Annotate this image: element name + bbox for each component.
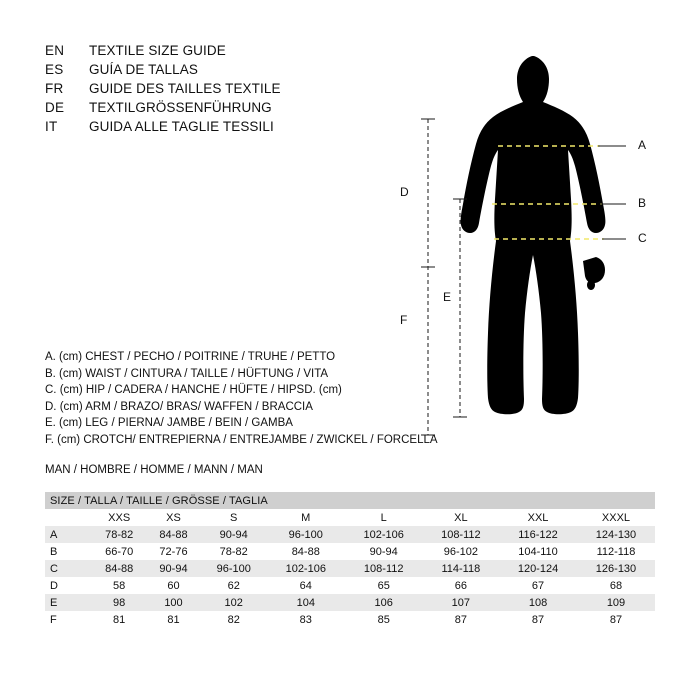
title-row: [45, 43, 375, 62]
cell-e-s: 102: [201, 594, 267, 611]
title-row: [45, 62, 375, 81]
cell-f-xl: 87: [423, 611, 499, 628]
legend-line-f: F. (cm) CROTCH/ ENTREPIERNA / ENTREJAMBE / ZWICKEL / FORCELLA: [45, 433, 438, 446]
legend-block: [45, 349, 465, 449]
col-header-s: S: [201, 509, 267, 526]
cell-e-m: 104: [267, 594, 345, 611]
title-text-fr: GUIDE DES TAILLES TEXTILE: [89, 81, 281, 96]
cell-c-m: 102-106: [267, 560, 345, 577]
marker-label-b: B: [638, 196, 647, 210]
title-row: [45, 119, 375, 138]
size-table-wrap: [45, 492, 655, 628]
cell-d-m: 64: [267, 577, 345, 594]
row-label-a: A: [45, 526, 92, 543]
row-label-d: D: [45, 577, 92, 594]
table-row: [45, 577, 655, 594]
cell-c-xxl: 120-124: [499, 560, 577, 577]
cell-e-l: 106: [345, 594, 423, 611]
cell-a-xxs: 78-82: [92, 526, 146, 543]
cell-f-xxl: 87: [499, 611, 577, 628]
cell-e-xs: 100: [146, 594, 200, 611]
cell-b-l: 90-94: [345, 543, 423, 560]
row-label-c: C: [45, 560, 92, 577]
col-header-xl: XL: [423, 509, 499, 526]
legend-line-a: A. (cm) CHEST / PECHO / POITRINE / TRUHE / PETTO: [45, 351, 336, 363]
legend-line-c: C. (cm) HIP / CADERA / HANCHE / HÜFTE / HIPSD. (cm): [45, 384, 342, 397]
col-header-xxxl: XXXL: [577, 509, 655, 526]
cell-b-m: 84-88: [267, 543, 345, 560]
title-row: [45, 81, 375, 100]
table-title-row: [45, 492, 655, 509]
marker-label-f: F: [400, 313, 408, 327]
row-label-f: F: [45, 611, 92, 628]
cell-b-xxs: 66-70: [92, 543, 146, 560]
cell-a-xl: 108-112: [423, 526, 499, 543]
cell-c-s: 96-100: [201, 560, 267, 577]
cell-f-xxs: 81: [92, 611, 146, 628]
title-lang-it: IT: [45, 119, 58, 134]
title-text-es: GUÍA DE TALLAS: [89, 62, 198, 77]
cell-b-xxl: 104-110: [499, 543, 577, 560]
title-lang-fr: FR: [45, 81, 64, 96]
cell-e-xxl: 108: [499, 594, 577, 611]
cell-d-xxxl: 68: [577, 577, 655, 594]
table-title: SIZE / TALLA / TAILLE / GRÖSSE / TAGLIA: [45, 492, 655, 509]
cell-d-xxs: 58: [92, 577, 146, 594]
cell-c-xxxl: 126-130: [577, 560, 655, 577]
legend-line-e: E. (cm) LEG / PIERNA/ JAMBE / BEIN / GAMBA: [45, 417, 293, 430]
col-header-xxs: XXS: [92, 509, 146, 526]
title-block: [45, 43, 375, 138]
cell-b-xs: 72-76: [146, 543, 200, 560]
cell-d-s: 62: [201, 577, 267, 594]
size-table: [45, 492, 655, 628]
col-header-m: M: [267, 509, 345, 526]
cell-a-l: 102-106: [345, 526, 423, 543]
col-header-xs: XS: [146, 509, 200, 526]
cell-e-xl: 107: [423, 594, 499, 611]
cell-b-xxxl: 112-118: [577, 543, 655, 560]
cell-f-xxxl: 87: [577, 611, 655, 628]
marker-label-d: D: [400, 185, 409, 199]
cell-c-xxs: 84-88: [92, 560, 146, 577]
cell-f-m: 83: [267, 611, 345, 628]
cell-b-xl: 96-102: [423, 543, 499, 560]
man-silhouette: [461, 56, 606, 414]
cell-e-xxs: 98: [92, 594, 146, 611]
row-label-b: B: [45, 543, 92, 560]
cell-c-xl: 114-118: [423, 560, 499, 577]
cell-a-xs: 84-88: [146, 526, 200, 543]
legend-line-b: B. (cm) WAIST / CINTURA / TAILLE / HÜFTUNG / VITA: [45, 367, 329, 380]
marker-label-a: A: [638, 138, 647, 152]
title-lang-de: DE: [45, 100, 65, 115]
cell-d-l: 65: [345, 577, 423, 594]
row-label-e: E: [45, 594, 92, 611]
table-row: [45, 543, 655, 560]
cell-f-xs: 81: [146, 611, 200, 628]
title-lang-en: EN: [45, 43, 65, 58]
cell-d-xs: 60: [146, 577, 200, 594]
cell-d-xl: 66: [423, 577, 499, 594]
col-header-xxl: XXL: [499, 509, 577, 526]
cell-e-xxxl: 109: [577, 594, 655, 611]
cell-a-xxl: 116-122: [499, 526, 577, 543]
legend-line-d: D. (cm) ARM / BRAZO/ BRAS/ WAFFEN / BRACCIA: [45, 400, 313, 413]
gender-label: MAN / HOMBRE / HOMME / MANN / MAN: [45, 464, 263, 476]
table-row: [45, 611, 655, 628]
table-row: [45, 560, 655, 577]
title-row: [45, 100, 375, 119]
table-row: [45, 594, 655, 611]
title-text-de: TEXTILGRÖSSENFÜHRUNG: [89, 100, 272, 115]
col-header-l: L: [345, 509, 423, 526]
cell-c-xs: 90-94: [146, 560, 200, 577]
cell-d-xxl: 67: [499, 577, 577, 594]
col-header-blank: [45, 509, 92, 526]
cell-a-m: 96-100: [267, 526, 345, 543]
table-header-row: [45, 509, 655, 526]
cell-b-s: 78-82: [201, 543, 267, 560]
cell-c-l: 108-112: [345, 560, 423, 577]
title-lang-es: ES: [45, 62, 64, 77]
cell-a-s: 90-94: [201, 526, 267, 543]
table-row: [45, 526, 655, 543]
marker-label-c: C: [638, 231, 647, 245]
cell-a-xxxl: 124-130: [577, 526, 655, 543]
cell-f-s: 82: [201, 611, 267, 628]
title-text-it: GUIDA ALLE TAGLIE TESSILI: [89, 119, 274, 134]
cell-f-l: 85: [345, 611, 423, 628]
marker-label-e: E: [443, 290, 452, 304]
title-text-en: TEXTILE SIZE GUIDE: [89, 43, 226, 58]
